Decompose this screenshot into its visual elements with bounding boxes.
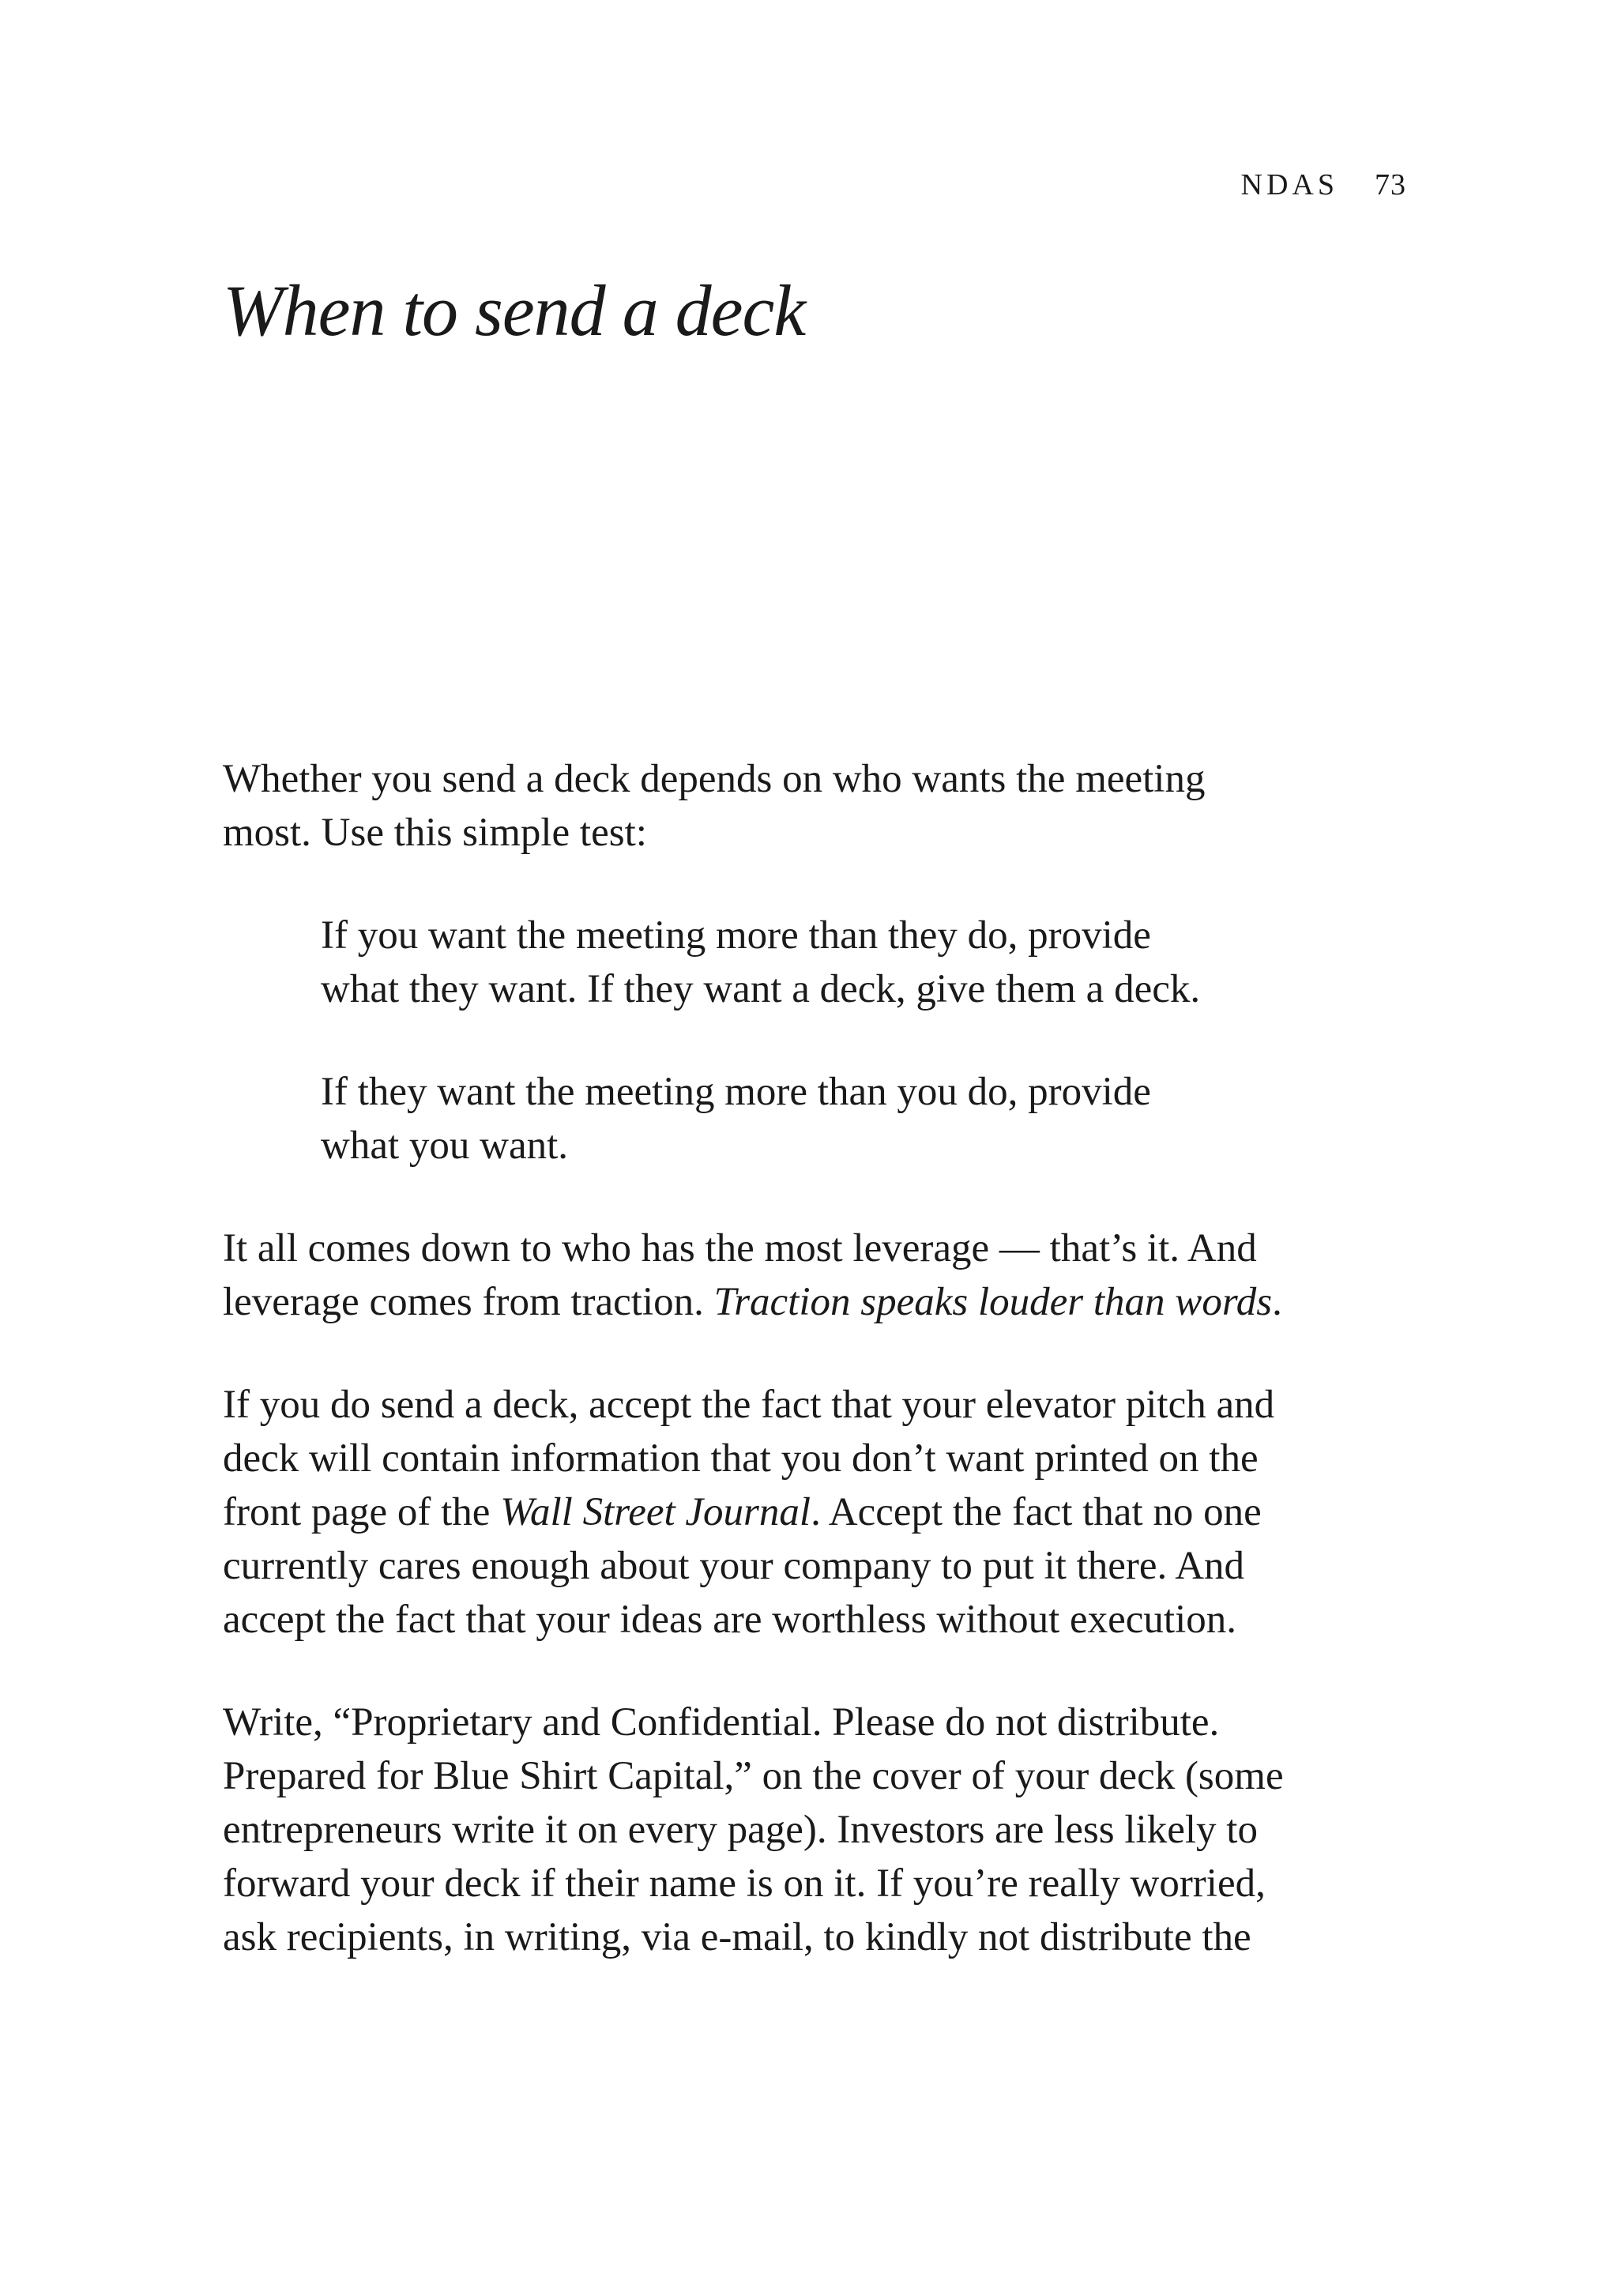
- running-head: [1241, 167, 1406, 202]
- body-text: [223, 752, 1424, 2013]
- text-segment: . Accept the fact that no one: [811, 1490, 1262, 1534]
- text-line: If you do send a deck, accept the fact that your elevator pitch and: [223, 1383, 1275, 1427]
- text-line: entrepreneurs write it on every page). Investors are less likely to: [223, 1808, 1258, 1852]
- text-line: ask recipients, in writing, via e-mail, to kindly not distribute the: [223, 1915, 1251, 1959]
- text-line: forward your deck if their name is on it. If you’re really worried,: [223, 1861, 1266, 1906]
- text-line: Prepared for Blue Shirt Capital,” on the cover of your deck (some: [223, 1754, 1284, 1798]
- text-line: most. Use this simple test:: [223, 811, 647, 855]
- text-line: It all comes down to who has the most leverage — that’s it. And: [223, 1226, 1257, 1270]
- paragraph-intro: [223, 752, 1424, 860]
- block-quote-2: [321, 1065, 1424, 1172]
- section-title: When to send a deck: [223, 270, 806, 351]
- running-head-section: NDAS: [1240, 168, 1338, 201]
- text-line: If you want the meeting more than they do, provide: [321, 913, 1151, 958]
- text-segment: leverage comes from traction.: [223, 1280, 714, 1324]
- page-number: 73: [1375, 168, 1406, 201]
- text-line: currently cares enough about your company to put it there. And: [223, 1544, 1245, 1588]
- text-line: what they want. If they want a deck, give them a deck.: [321, 967, 1201, 1011]
- paragraph-leverage: [223, 1221, 1424, 1329]
- emphasis-text: Traction speaks louder than words: [713, 1280, 1273, 1324]
- block-quote-1: [321, 909, 1424, 1016]
- text-line: deck will contain information that you don’t want printed on the: [223, 1436, 1259, 1481]
- text-segment: .: [1272, 1280, 1282, 1324]
- publication-title: Wall Street Journal: [500, 1490, 811, 1534]
- paragraph-send-deck: [223, 1378, 1424, 1647]
- text-line: accept the fact that your ideas are worthless without execution.: [223, 1598, 1237, 1642]
- text-segment: front page of the: [223, 1490, 501, 1534]
- paragraph-confidential: [223, 1696, 1424, 1964]
- text-line: Write, “Proprietary and Confidential. Please do not distribute.: [223, 1700, 1220, 1745]
- text-line: If they want the meeting more than you do, provide: [321, 1070, 1151, 1114]
- text-line: what you want.: [321, 1124, 569, 1168]
- text-line: Whether you send a deck depends on who wants the meeting: [223, 757, 1206, 801]
